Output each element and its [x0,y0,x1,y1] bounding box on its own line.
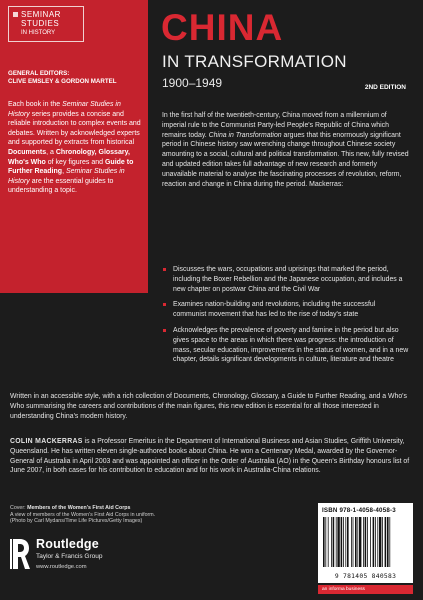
logo-line-1b: STUDIES [21,19,60,28]
barcode-bar [328,517,329,567]
publisher-url: www.routledge.com [36,564,87,570]
barcode-bar [355,517,357,567]
barcode-bar [385,517,387,567]
cover-credit-title: Members of the Women's First Aid Corps [27,505,131,511]
cover-credit: Cover: Members of the Women's First Aid Corps A view of members of the Women's First Aid Corps in uniform. (Photo by Carl Mydans/Time Life Pictures/Getty Images) [10,505,156,524]
barcode-bar [363,517,364,567]
isbn-box [318,503,413,583]
book-title: CHINA [161,7,284,48]
barcode-bar [341,517,343,567]
summary-paragraph: Written in an accessible style, with a rich collection of Documents, Chronology, Glossary, a Guide to Further Reading, and a Who's Who summarising the careers and contributions of the main figures, this new edition is essential for all those interested in understanding China's modern history. [10,393,407,420]
text-run: Documents [8,148,47,156]
bullet-square-icon [163,329,166,332]
bullet-item: Discusses the wars, occupations and uprisings that marked the period, including the Boxer Rebellion and the Japanese occupation, and includes a new chapter on postwar China and the Civil War [162,265,410,294]
text-run: are the essential guides to understanding a topic. [8,177,114,195]
informa-label: an informa business [318,585,413,594]
barcode-bar [345,517,346,567]
barcode-bar [379,517,381,567]
author-bio [10,437,413,476]
bullet-list [162,265,410,371]
text-run: In the first half of the twentieth-century, China moved from a millennium of imperial rule to the Communist Party-led People's Republic of China which remains today. [162,112,389,139]
barcode-bar [367,517,368,567]
logo-line-2: IN HISTORY [21,30,56,36]
publisher-name: Routledge [36,537,99,551]
text-run: Seminar Studies in History [8,168,125,185]
bullet-item: Acknowledges the prevalence of poverty and famine in the period but also gives space to the areas in which there was progress: the introduction of mass, secular education, improvements in the status of women, and in a new chapter, details significant developments in culture, literature and theatre [162,326,410,365]
publisher-group: Taylor & Francis Group [36,553,103,560]
bullet-square-icon [163,268,166,271]
routledge-logo-icon [10,537,30,571]
barcode-bar [370,517,371,567]
text-run: , [62,168,66,176]
book-dates: 1900–1949 [162,76,223,90]
text-run: argues that this enormously significant period in Chinese history saw wrenching change throughout Chinese society amounting to a social, cultural and political transformation. This new, fully revised and updated edition takes full advantage of new research and formerly unavailable material to analyse the fascinating processes of revolution, reform, reaction and change in China during the period. Mackerras: [162,131,409,188]
barcode-bar [333,517,335,567]
series-logo [8,6,84,42]
barcode-bar [323,517,325,567]
barcode-bar [331,517,332,567]
edition-label: 2ND EDITION [364,84,406,91]
barcode-bar [357,517,358,567]
intro-paragraph [162,111,410,189]
barcode-digits: 9 781405 840583 [334,573,397,580]
text-run: , a [46,148,56,156]
barcode [322,517,409,567]
barcode-bar [325,517,326,567]
barcode-bar [377,517,378,567]
series-panel [0,0,148,293]
author-bio-text: is a Professor Emeritus in the Department of International Business and Asian Studies, Griffith University, Queensland. He has written eleven single-authored books about China. He won a Centenary Medal, awarded by the Governor-General of Australia in April 2003 and was appointed an officer in the Order of Australia (AO) in the Queen's Birthday honours list of June 2007, in both cases for his contribution to education and for his work in Australia-China relations. [10,438,410,475]
logo-square-icon [13,12,18,17]
barcode-bar [387,517,389,567]
text-run: Guide to Further Reading [8,158,134,176]
text-run: Each book in the [8,101,63,108]
bullet-square-icon [163,303,166,306]
isbn-label: ISBN 978-1-4058-4058-3 [322,507,396,514]
barcode-bar [365,517,367,567]
book-subtitle: IN TRANSFORMATION [162,52,347,71]
series-blurb [8,100,142,196]
editors-names: CLIVE EMSLEY & GORDON MARTEL [8,78,117,85]
logo-line-1: SEMINAR [21,10,61,19]
barcode-bar [351,517,352,567]
text-run: China in Transformation [208,131,282,139]
barcode-bar [343,517,344,567]
barcode-bar [336,517,337,567]
author-name: COLIN MACKERRAS [10,438,83,445]
text-run: Seminar Studies in History [8,101,121,118]
text-run: of key figures and [45,158,105,166]
barcode-bar [337,517,339,567]
barcode-bar [353,517,354,567]
barcode-bar [389,517,390,567]
barcode-bar [382,517,383,567]
barcode-bar [359,517,361,567]
barcode-bar [347,517,349,567]
barcode-bar [373,517,375,567]
text-run: series provides a concise and reliable introduction to complex events and debates. Written by acknowledged experts and supported by extracts from historical [8,110,141,147]
bullet-item: Examines nation-building and revolutions, including the successful communist movement that has led to the rise of today's state [162,300,410,320]
text-run: Chronology, Glossary, Who's Who [8,148,130,166]
barcode-bar [375,517,376,567]
editors-label: GENERAL EDITORS: [8,70,70,77]
